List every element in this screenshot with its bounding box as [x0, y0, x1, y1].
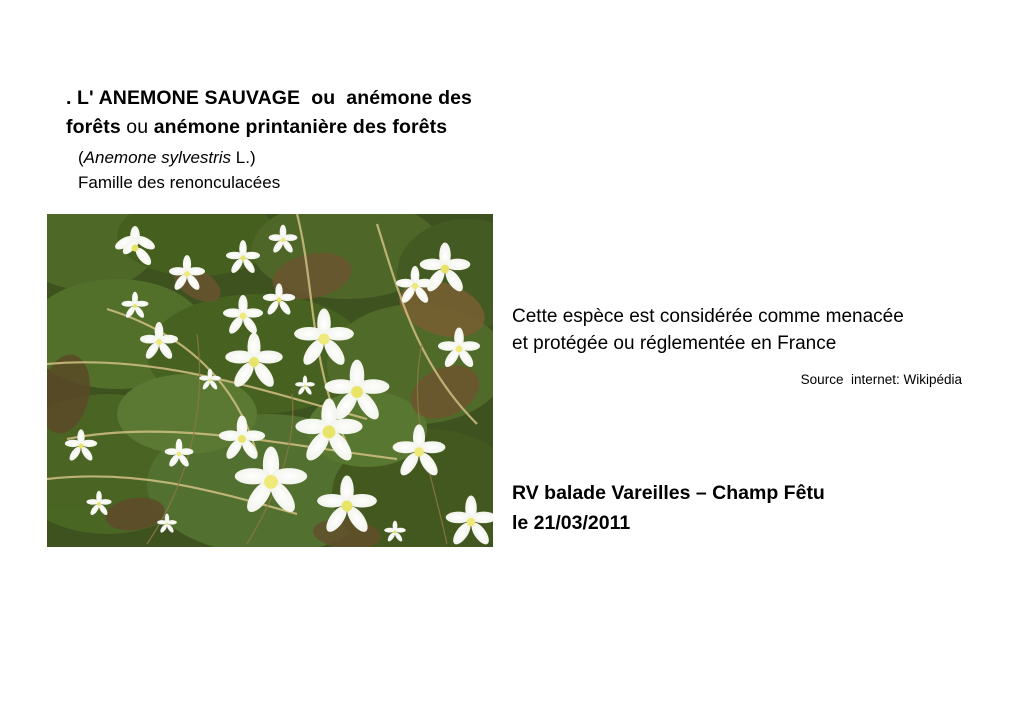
- meeting-location: RV balade Vareilles – Champ Fêtu: [512, 482, 825, 504]
- source-text: Source internet: Wikipédia: [800, 372, 962, 387]
- paren-open: (: [78, 148, 84, 167]
- family-name: Famille des renonculacées: [78, 173, 281, 192]
- note-line-2: et protégée ou réglementée en France: [512, 333, 837, 354]
- title-line-2-connector: ou: [120, 116, 154, 138]
- protection-note: [512, 303, 982, 357]
- title-line-2-bold-a: forêts: [66, 116, 121, 138]
- scientific-name-italic: Anemone sylvestris: [83, 148, 232, 167]
- meeting-info: [512, 478, 982, 538]
- title-line-1: . L' ANEMONE SAUVAGE ou anémone des: [66, 87, 472, 109]
- scientific-name: [78, 145, 538, 170]
- anemone-photo-graphic: [47, 214, 493, 547]
- meeting-date: le 21/03/2011: [512, 512, 631, 534]
- title-line-2-bold-b: anémone printanière des forêts: [153, 116, 448, 138]
- page-title: [66, 84, 536, 142]
- source-credit: [512, 372, 962, 387]
- anemone-photo: [47, 214, 493, 547]
- paren-close: L.): [231, 148, 256, 167]
- title-line-2: [66, 113, 536, 142]
- subtitle: [78, 145, 538, 195]
- note-line-1: Cette espèce est considérée comme menacée: [512, 306, 904, 327]
